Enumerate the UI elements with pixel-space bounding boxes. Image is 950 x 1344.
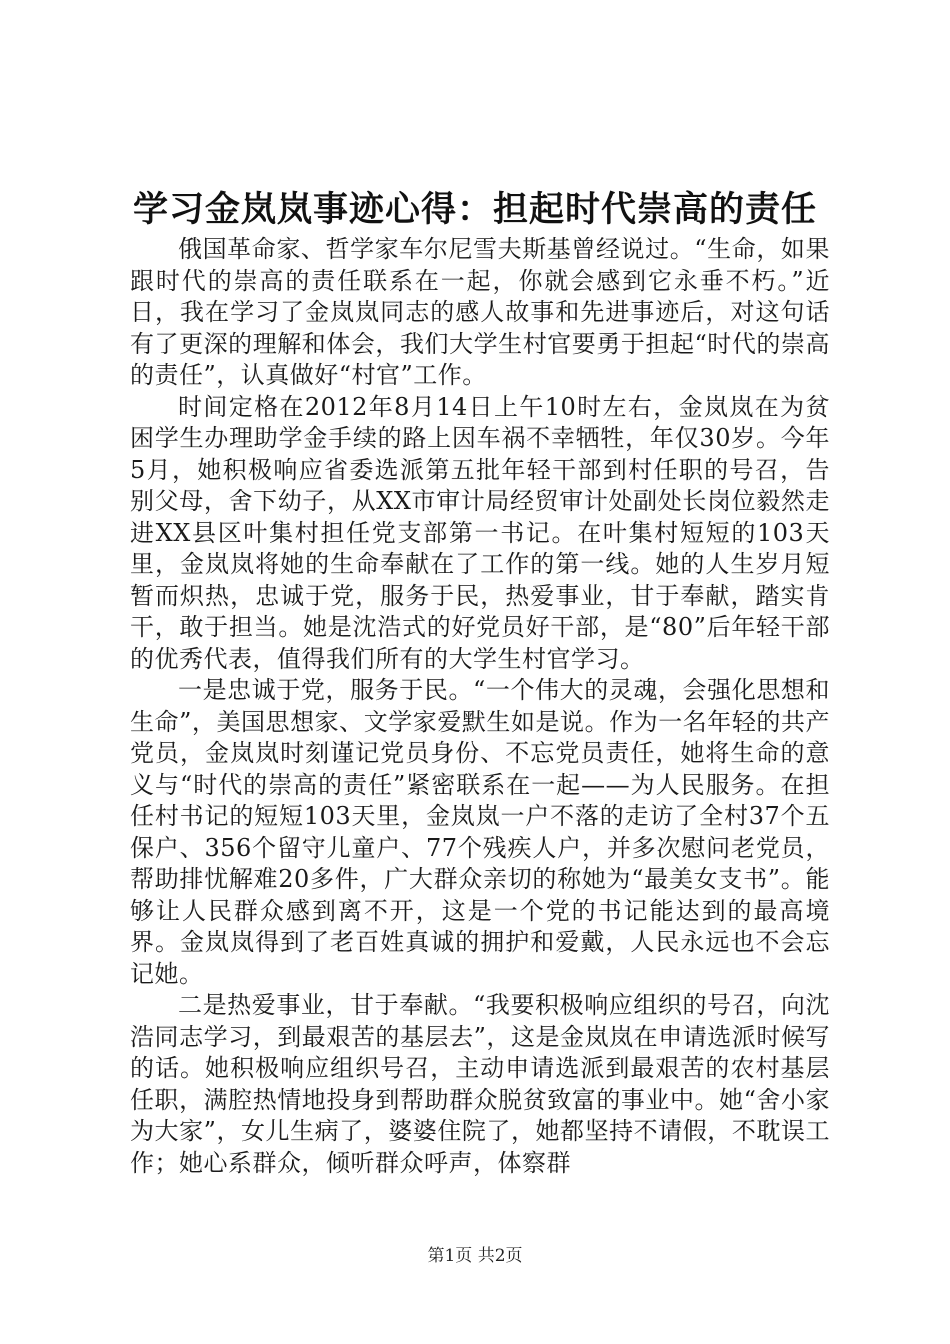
paragraph-1: 俄国革命家、哲学家车尔尼雪夫斯基曾经说过。“生命，如果跟时代的崇高的责任联系在一起，你就会感到它永垂不朽。”近日，我在学习了金岚岚同志的感人故事和先进事迹后，对这句话有了更深的理解和体会，我们大学生村官要勇于担起“时代的崇高的责任”，认真做好“村官”工作。 [130,235,830,389]
document-body [130,234,830,1179]
document-title: 学习金岚岚事迹心得：担起时代崇高的责任 [132,190,817,230]
page-number-footer: 第1页 共2页 [427,1246,523,1266]
paragraph-2: 时间定格在2012年8月14日上午10时左右，金岚岚在为贫困学生办理助学金手续的路上因车祸不幸牺牲，年仅30岁。今年5月，她积极响应省委选派第五批年轻干部到村任职的号召，告别父母，舍下幼子，从XX市审计局经贸审计处副处长岗位毅然走进XX县区叶集村担任党支部第一书记。在叶集村短短的103天里，金岚岚将她的生命奉献在了工作的第一线。她的人生岁月短暂而炽热，忠诚于党，服务于民，热爱事业，甘于奉献，踏实肯干，敢于担当。她是沈浩式的好党员好干部，是“80”后年轻干部的优秀代表，值得我们所有的大学生村官学习。 [130,392,830,673]
paragraph-4: 二是热爱事业，甘于奉献。“我要积极响应组织的号召，向沈浩同志学习，到最艰苦的基层去”，这是金岚岚在申请选派时候写的话。她积极响应组织号召，主动申请选派到最艰苦的农村基层任职，满腔热情地投身到帮助群众脱贫致富的事业中。她“舍小家为大家”，女儿生病了，婆婆住院了，她都坚持不请假，不耽误工作；她心系群众，倾听群众呼声，体察群 [130,991,830,1177]
paragraph-3: 一是忠诚于党，服务于民。“一个伟大的灵魂，会强化思想和生命”，美国思想家、文学家爱默生如是说。作为一名年轻的共产党员，金岚岚时刻谨记党员身份、不忘党员责任，她将生命的意义与“时代的崇高的责任”紧密联系在一起——为人民服务。在担任村书记的短短103天里，金岚岚一户不落的走访了全村37个五保户、356个留守儿童户、77个残疾人户，并多次慰问老党员，帮助排忧解难20多件，广大群众亲切的称她为“最美女支书”。能够让人民群众感到离不开，这是一个党的书记能达到的最高境界。金岚岚得到了老百姓真诚的拥护和爱戴，人民永远也不会忘记她。 [130,676,830,988]
